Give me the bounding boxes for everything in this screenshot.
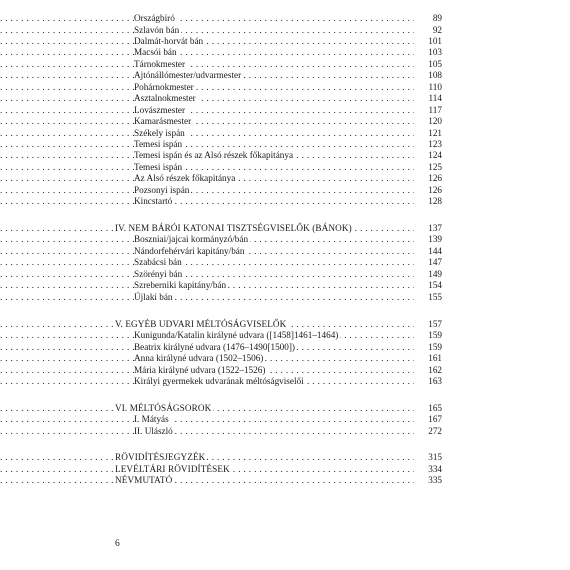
toc-entry-title: Kunigunda/Katalin királyné udvara ([1458]1461–1464) xyxy=(134,330,339,340)
toc-section-entry xyxy=(0,464,570,475)
dot-leader xyxy=(0,185,442,196)
page-number: 6 xyxy=(115,539,120,549)
toc-entry-title: II. Ulászló xyxy=(134,426,173,436)
dot-leader xyxy=(0,59,442,70)
toc-entry-title: Asztalnokmester xyxy=(134,93,196,103)
dot-leader xyxy=(0,105,442,116)
toc-section-entry xyxy=(0,452,570,463)
dot-leader xyxy=(0,93,442,104)
toc-entry-title: VI. MÉLTÓSÁGSOROK xyxy=(115,403,212,413)
toc-entry-page: 120 xyxy=(414,116,442,127)
toc-section-entry xyxy=(0,475,570,486)
toc-entry-page: 125 xyxy=(414,162,442,173)
dot-leader xyxy=(0,13,442,24)
dot-leader xyxy=(0,139,442,150)
toc-entry-page: 157 xyxy=(414,319,442,330)
toc-entry-title: Kincstartó xyxy=(134,196,173,206)
toc-entry-page: 162 xyxy=(414,365,442,376)
toc-entry xyxy=(0,59,570,70)
toc-entry xyxy=(0,116,570,127)
toc-entry-title: Újlaki bán xyxy=(134,292,173,302)
toc-entry-page: 101 xyxy=(414,36,442,47)
toc-entry-title: Tárnokmester xyxy=(134,59,186,69)
toc-entry xyxy=(0,426,570,437)
toc-entry-page: 137 xyxy=(414,223,442,234)
toc-entry xyxy=(0,292,570,303)
dot-leader xyxy=(0,82,442,93)
toc-entry xyxy=(0,105,570,116)
toc-entry-title: I. Mátyás xyxy=(134,414,169,424)
toc-entry-title: Pohárnokmester xyxy=(134,82,194,92)
toc-entry-title: Szabácsi bán xyxy=(134,257,182,267)
toc-entry-title: V. EGYÉB UDVARI MÉLTÓSÁGVISELŐK xyxy=(115,319,287,329)
toc-entry-title: Anna királyné udvara (1502–1506) xyxy=(134,353,264,363)
toc-entry xyxy=(0,269,570,280)
toc-entry xyxy=(0,36,570,47)
toc-entry-page: 126 xyxy=(414,185,442,196)
toc-entry-title: Székely ispán xyxy=(134,128,185,138)
dot-leader xyxy=(0,162,442,173)
toc-entry xyxy=(0,162,570,173)
toc-entry xyxy=(0,13,570,24)
toc-entry-page: 147 xyxy=(414,257,442,268)
toc-entry-title: RÖVIDÍTÉSJEGYZÉK xyxy=(115,452,206,462)
toc-entry-title: Temesi ispán és az Alsó részek főkapitánya xyxy=(134,150,294,160)
toc-entry-title: Pozsonyi ispán xyxy=(134,185,190,195)
toc-entry xyxy=(0,139,570,150)
toc-entry xyxy=(0,47,570,58)
toc-entry xyxy=(0,246,570,257)
dot-leader xyxy=(0,292,442,303)
toc-entry-title: Dalmát-horvát bán xyxy=(134,36,204,46)
toc-entry-page: 167 xyxy=(414,414,442,425)
toc-entry-page: 126 xyxy=(414,173,442,184)
dot-leader xyxy=(0,128,442,139)
toc-entry xyxy=(0,414,570,425)
toc-entry-page: 124 xyxy=(414,150,442,161)
toc-entry xyxy=(0,185,570,196)
toc-entry xyxy=(0,365,570,376)
toc-entry-page: 103 xyxy=(414,47,442,58)
toc-entry-page: 121 xyxy=(414,128,442,139)
toc-section-entry xyxy=(0,223,570,234)
dot-leader xyxy=(0,452,442,463)
toc-entry xyxy=(0,257,570,268)
toc-entry-title: Temesi ispán xyxy=(134,162,183,172)
toc-entry-title: LEVÉLTÁRI RÖVIDÍTÉSEK xyxy=(115,464,230,474)
toc-entry-page: 159 xyxy=(414,330,442,341)
toc-entry-title: Lovászmester xyxy=(134,105,186,115)
dot-leader xyxy=(0,116,442,127)
toc-entry-title: Boszniai/jajcai kormányzó/bán xyxy=(134,234,249,244)
dot-leader xyxy=(0,269,442,280)
toc-entry-page: 163 xyxy=(414,376,442,387)
toc-entry-title: Nándorfehérvári kapitány/bán xyxy=(134,246,245,256)
toc-entry xyxy=(0,280,570,291)
toc-entry-page: 335 xyxy=(414,475,442,486)
toc-entry-page: 159 xyxy=(414,342,442,353)
toc-entry xyxy=(0,342,570,353)
toc-entry-title: Szörényi bán xyxy=(134,269,183,279)
toc-entry-title: IV. NEM BÁRÓI KATONAI TISZTSÉGVISELŐK (BÁNOK) xyxy=(115,223,352,233)
dot-leader xyxy=(0,426,442,437)
toc-entry-page: 155 xyxy=(414,292,442,303)
toc-entry-title: Ajtónállómester/udvarmester xyxy=(134,70,242,80)
toc-entry xyxy=(0,376,570,387)
toc-entry-page: 123 xyxy=(414,139,442,150)
toc-entry-page: 117 xyxy=(414,105,442,116)
toc-entry-title: Királyi gyermekek udvarának méltóságviselői xyxy=(134,376,304,386)
toc-entry-page: 165 xyxy=(414,403,442,414)
toc-entry xyxy=(0,93,570,104)
toc-entry xyxy=(0,173,570,184)
toc-entry-title: NÉVMUTATÓ xyxy=(115,475,173,485)
toc-entry-page: 154 xyxy=(414,280,442,291)
toc-entry-page: 334 xyxy=(414,464,442,475)
toc-entry-title: Az Alsó részek főkapitánya xyxy=(134,173,236,183)
toc-entry-page: 161 xyxy=(414,353,442,364)
dot-leader xyxy=(0,196,442,207)
dot-leader xyxy=(0,414,442,425)
toc-entry xyxy=(0,196,570,207)
dot-leader xyxy=(0,47,442,58)
toc-entry xyxy=(0,82,570,93)
toc-entry-page: 114 xyxy=(414,93,442,104)
toc-section-entry xyxy=(0,319,570,330)
toc-entry-page: 128 xyxy=(414,196,442,207)
toc-entry-page: 315 xyxy=(414,452,442,463)
toc-entry-page: 144 xyxy=(414,246,442,257)
toc-entry-title: Temesi ispán xyxy=(134,139,183,149)
toc-entry-page: 139 xyxy=(414,234,442,245)
toc-entry-title: Mária királyné udvara (1522–1526) xyxy=(134,365,266,375)
toc-entry-page: 108 xyxy=(414,70,442,81)
toc-entry xyxy=(0,353,570,364)
toc-entry-page: 272 xyxy=(414,426,442,437)
toc-entry xyxy=(0,70,570,81)
dot-leader xyxy=(0,36,442,47)
toc-entry-page: 89 xyxy=(414,13,442,24)
toc-entry xyxy=(0,330,570,341)
toc-entry-page: 105 xyxy=(414,59,442,70)
dot-leader xyxy=(0,403,442,414)
toc-entry-title: Szlavón bán xyxy=(134,25,180,35)
toc-entry-title: Beatrix királyné udvara (1476–1490[1500]) xyxy=(134,342,295,352)
toc-entry-title: Szreberniki kapitány/bán xyxy=(134,280,227,290)
dot-leader xyxy=(0,257,442,268)
dot-leader xyxy=(0,25,442,36)
dot-leader xyxy=(0,475,442,486)
toc-entry xyxy=(0,25,570,36)
toc-entry-page: 92 xyxy=(414,25,442,36)
toc-entry-title: Országbíró xyxy=(134,13,175,23)
toc-entry-title: Macsói bán xyxy=(134,47,177,57)
toc-section-entry xyxy=(0,403,570,414)
toc-entry-page: 149 xyxy=(414,269,442,280)
toc-entry xyxy=(0,150,570,161)
toc-entry xyxy=(0,234,570,245)
toc-entry xyxy=(0,128,570,139)
toc-entry-page: 110 xyxy=(414,82,442,93)
toc-entry-title: Kamarásmester xyxy=(134,116,192,126)
